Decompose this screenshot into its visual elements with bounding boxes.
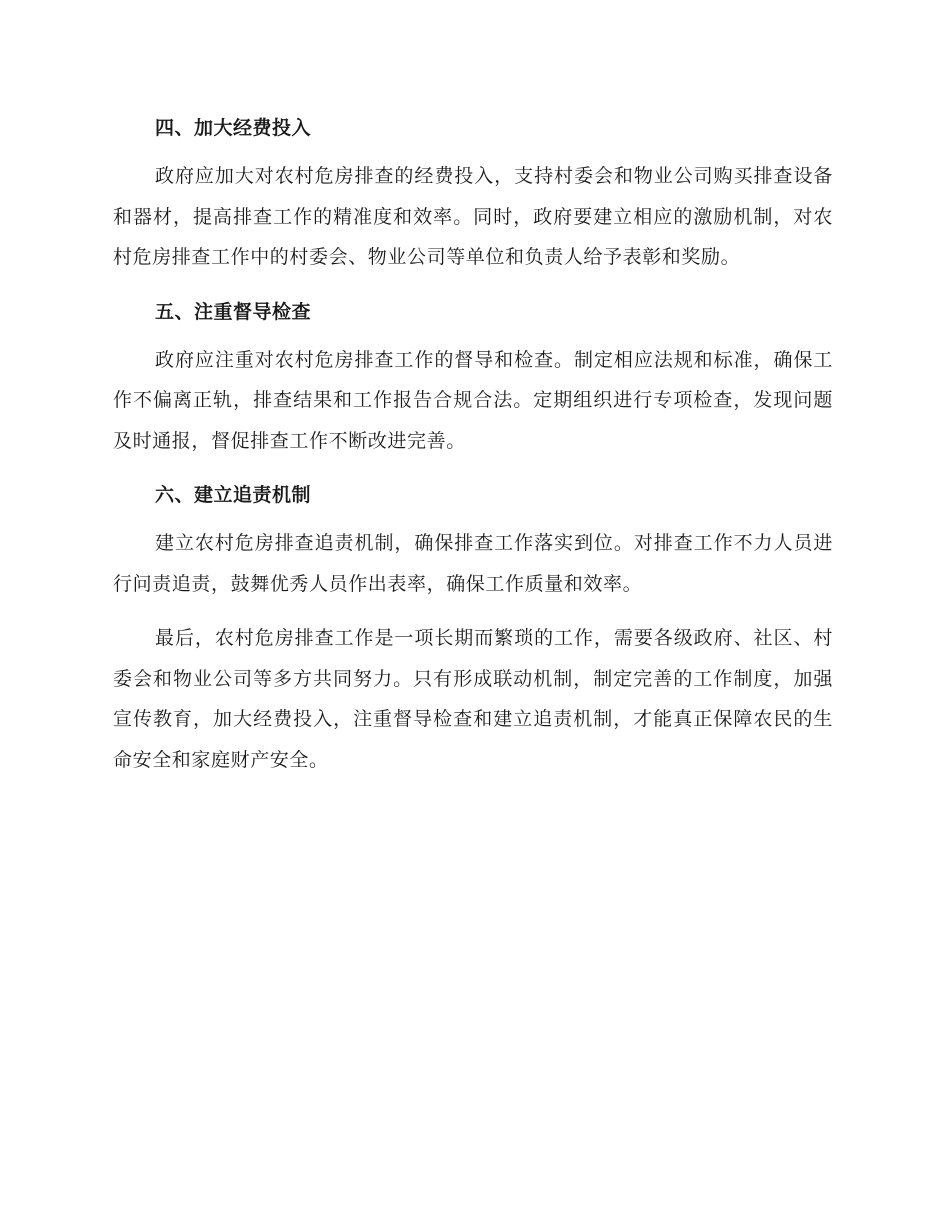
- section-heading: 四、加大经费投入: [155, 117, 312, 139]
- section-heading: 六、建立追责机制: [155, 484, 312, 506]
- section-funding: [113, 108, 833, 278]
- conclusion-paragraph: 最后，农村危房排查工作是一项长期而繁琐的工作，需要各级政府、社区、村委会和物业公司等多方共同努力。只有形成联动机制，制定完善的工作制度，加强宣传教育，加大经费投入，注重督导检查和建立追责机制，才能真正保障农民的生命安全和家庭财产安全。: [113, 627, 833, 771]
- section-paragraph: 政府应注重对农村危房排查工作的督导和检查。制定相应法规和标准，确保工作不偏离正轨，排查结果和工作报告合规合法。定期组织进行专项检查，发现问题及时通报，督促排查工作不断改进完善。: [113, 348, 833, 452]
- section-heading: 五、注重督导检查: [155, 300, 312, 323]
- section-paragraph: 建立农村危房排查追责机制，确保排查工作落实到位。对排查工作不力人员进行问责追责，鼓舞优秀人员作出表率，确保工作质量和效率。: [113, 532, 833, 595]
- section-accountability: [113, 475, 833, 604]
- document-page: [113, 108, 833, 794]
- section-paragraph: 政府应加大对农村危房排查的经费投入，支持村委会和物业公司购买排查设备和器材，提高排查工作的精准度和效率。同时，政府要建立相应的激励机制，对农村危房排查工作中的村委会、物业公司等单位和负责人给予表彰和奖励。: [113, 165, 833, 268]
- section-supervision: [113, 292, 833, 462]
